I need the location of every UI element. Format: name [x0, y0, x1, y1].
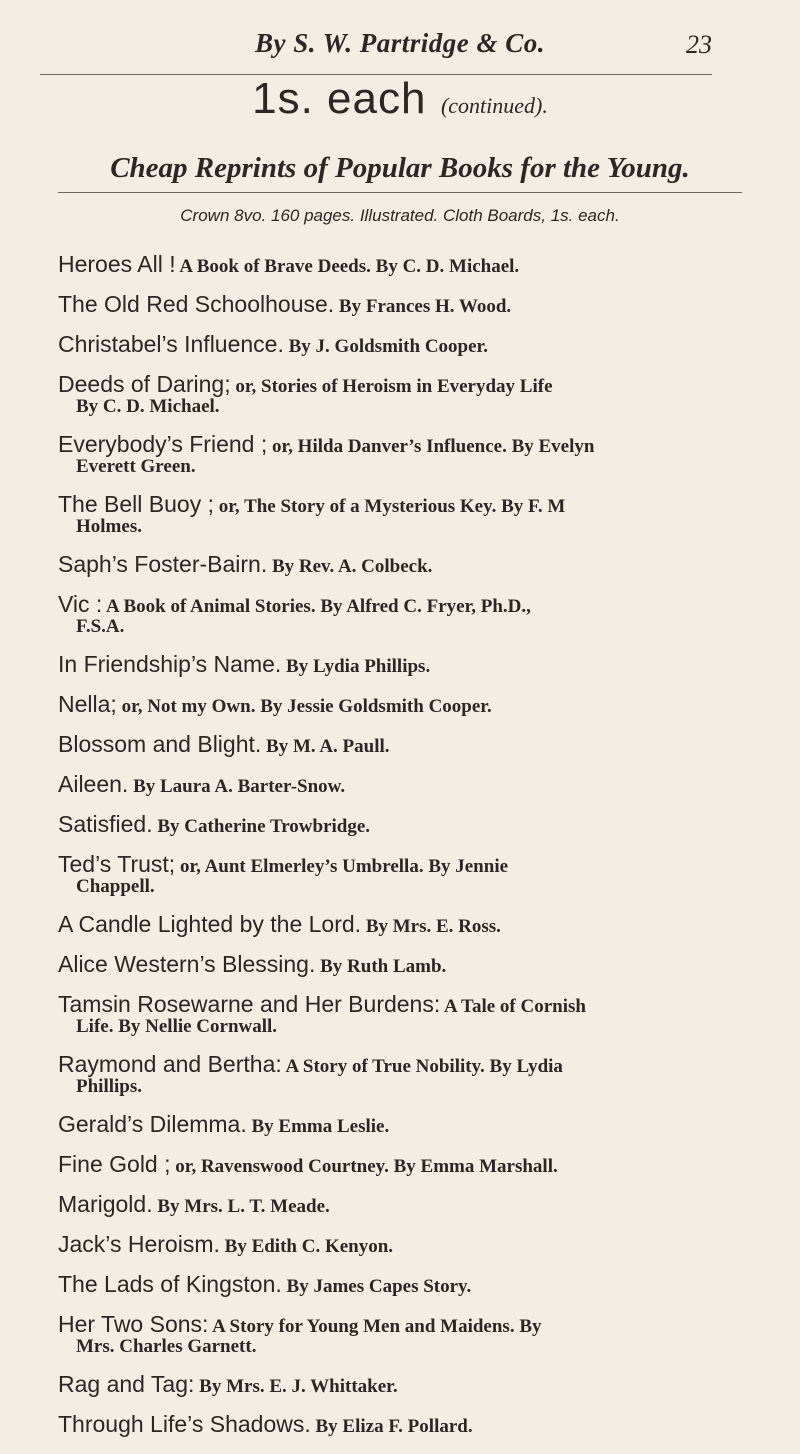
book-details: A Tale of Cornish: [443, 996, 586, 1017]
book-entry: [58, 1111, 748, 1137]
book-details: or, Aunt Elmerley’s Umbrella. By Jennie: [179, 856, 509, 877]
continued-note: (continued).: [440, 93, 548, 118]
book-title: Gerald’s Dilemma.: [58, 1111, 247, 1137]
book-entry: [58, 1411, 748, 1437]
book-entry: [58, 331, 748, 357]
book-entry: [58, 431, 748, 477]
book-details: By Eliza F. Pollard.: [315, 1416, 473, 1437]
book-title: Raymond and Bertha:: [58, 1051, 282, 1077]
book-details: By Catherine Trowbridge.: [157, 816, 371, 837]
book-details: By Edith C. Kenyon.: [224, 1236, 394, 1257]
book-title: Aileen.: [58, 771, 129, 797]
book-title: Blossom and Blight.: [58, 731, 262, 757]
book-details: or, The Story of a Mysterious Key. By F. M: [218, 496, 566, 517]
book-entry: [58, 551, 748, 577]
book-details: A Book of Brave Deeds. By C. D. Michael.: [179, 256, 520, 277]
book-details-continued: Phillips.: [76, 1076, 142, 1097]
book-details-continued: Mrs. Charles Garnett.: [76, 1336, 257, 1357]
book-entry: [58, 991, 748, 1037]
book-details: By J. Goldsmith Cooper.: [288, 336, 488, 357]
book-entry: [58, 1271, 748, 1297]
book-entry: [58, 651, 748, 677]
book-entry: [58, 731, 748, 757]
book-details: A Book of Animal Stories. By Alfred C. Fryer, Ph.D.,: [106, 596, 531, 617]
book-details: By Laura A. Barter-Snow.: [133, 776, 346, 797]
book-details: By M. A. Paull.: [266, 736, 390, 757]
price-heading: 1s. each: [252, 74, 427, 123]
book-entry: [58, 691, 748, 717]
book-details-continued: F.S.A.: [76, 616, 125, 637]
book-details: By Ruth Lamb.: [320, 956, 447, 977]
book-title: Jack’s Heroism.: [58, 1231, 220, 1257]
book-entry: [58, 371, 748, 417]
book-entry: [58, 591, 748, 637]
book-title: Nella;: [58, 691, 117, 717]
book-title: Through Life’s Shadows.: [58, 1411, 311, 1437]
book-title: The Old Red Schoolhouse.: [58, 291, 335, 317]
book-details: By Lydia Phillips.: [286, 656, 431, 677]
book-entry: [58, 251, 748, 277]
book-title: Heroes All !: [58, 251, 176, 277]
book-entry: [58, 771, 748, 797]
subtitle-rule: [58, 192, 742, 193]
book-title: In Friendship’s Name.: [58, 651, 282, 677]
book-entry: [58, 1191, 748, 1217]
page-number: 23: [686, 30, 712, 59]
book-details: or, Stories of Heroism in Everyday Life: [235, 376, 553, 397]
book-details: A Story for Young Men and Maidens. By: [212, 1316, 542, 1337]
book-title: Satisfied.: [58, 811, 153, 837]
book-entry: [58, 291, 748, 317]
format-description: Crown 8vo. 160 pages. Illustrated. Cloth Boards, 1s. each.: [180, 206, 620, 225]
book-details-continued: By C. D. Michael.: [76, 396, 220, 417]
book-title: The Lads of Kingston.: [58, 1271, 282, 1297]
book-entry: [58, 491, 748, 537]
book-title: Fine Gold ;: [58, 1151, 171, 1177]
book-title: Deeds of Daring;: [58, 371, 231, 397]
book-details: A Story of True Nobility. By Lydia: [285, 1056, 563, 1077]
book-details: By Mrs. L. T. Meade.: [157, 1196, 330, 1217]
book-title: Everybody’s Friend ;: [58, 431, 268, 457]
book-entry: [58, 911, 748, 937]
book-title: Saph’s Foster-Bairn.: [58, 551, 268, 577]
book-entry: [58, 1151, 748, 1177]
book-title: Rag and Tag:: [58, 1371, 195, 1397]
book-entry: [58, 811, 748, 837]
book-entry: [58, 851, 748, 897]
book-title: The Bell Buoy ;: [58, 491, 214, 517]
book-entry: [58, 1231, 748, 1257]
running-head: [0, 28, 800, 70]
book-details: or, Hilda Danver’s Influence. By Evelyn: [271, 436, 595, 457]
book-details-continued: Holmes.: [76, 516, 142, 537]
section-title: [0, 74, 800, 124]
book-details: By Mrs. E. Ross.: [365, 916, 501, 937]
book-details: By Emma Leslie.: [251, 1116, 390, 1137]
book-details-continued: Life. By Nellie Cornwall.: [76, 1016, 278, 1037]
book-title: Tamsin Rosewarne and Her Burdens:: [58, 991, 441, 1017]
series-subtitle: Cheap Reprints of Popular Books for the Young.: [110, 152, 690, 184]
book-details: By Mrs. E. J. Whittaker.: [199, 1376, 398, 1397]
book-title: A Candle Lighted by the Lord.: [58, 911, 362, 937]
book-title: Her Two Sons:: [58, 1311, 209, 1337]
book-entry: [58, 1371, 748, 1397]
book-details-continued: Chappell.: [76, 876, 155, 897]
book-list: [58, 251, 748, 1454]
book-details: By James Capes Story.: [286, 1276, 472, 1297]
book-title: Vic :: [58, 591, 103, 617]
book-details: By Frances H. Wood.: [338, 296, 512, 317]
running-title: By S. W. Partridge & Co.: [254, 28, 546, 58]
book-details: or, Not my Own. By Jessie Goldsmith Cooper.: [121, 696, 492, 717]
book-entry: [58, 1051, 748, 1097]
book-title: Christabel’s Influence.: [58, 331, 284, 357]
book-details: By Rev. A. Colbeck.: [271, 556, 433, 577]
book-details: or, Ravenswood Courtney. By Emma Marshall.: [175, 1156, 558, 1177]
book-title: Marigold.: [58, 1191, 153, 1217]
book-title: Alice Western’s Blessing.: [58, 951, 316, 977]
book-title: Ted’s Trust;: [58, 851, 176, 877]
book-entry: [58, 951, 748, 977]
book-entry: [58, 1311, 748, 1357]
book-details-continued: Everett Green.: [76, 456, 196, 477]
